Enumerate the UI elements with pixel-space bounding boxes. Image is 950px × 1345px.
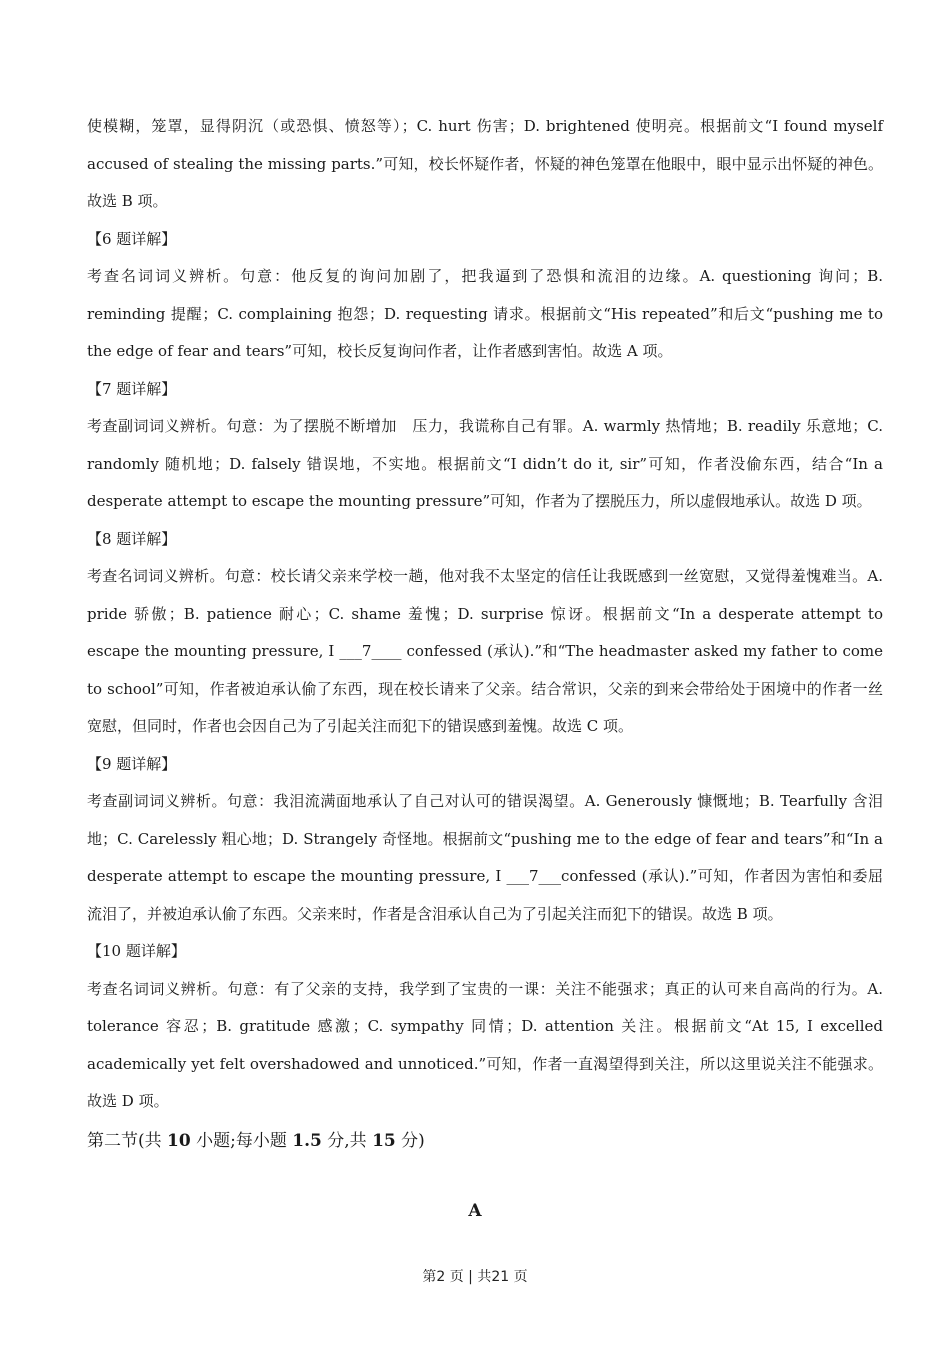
section-title-unit: 分,共 <box>321 1130 373 1151</box>
question-6-explanation: 考查名词词义辨析。句意：他反复的询问加剧了，把我逼到了恐惧和流泪的边缘。A. questioning 询问；B. reminding 提醒；C. complaining 抱怨；D. requesting 请求。根据前文“His repeated”和后文“pushing me to the edge of fear and tears”可知，校长反复询问作者，让作者感到害怕。故选 A 项。 <box>87 267 883 360</box>
section-title <box>87 1122 883 1160</box>
question-10-heading: 【10 题详解】 <box>87 942 186 960</box>
question-9-heading: 【9 题详解】 <box>87 754 177 773</box>
question-9-explanation: 考查副词词义辨析。句意：我泪流满面地承认了自己对认可的错误渴望。A. Generously 慷慨地；B. Tearfully 含泪地；C. Carelessly 粗心地；D. Strangely 奇怪地。根据前文“pushing me to the edge of fear and tears”和“In a desperate attempt to escape the mounting pressure, I ___7___confessed (承认).”可知，作者因为害怕和委屈流泪了，并被迫承认偷了东西。父亲来时，作者是含泪承认自己为了引起关注而犯下的错误。故选 B 项。 <box>87 792 883 923</box>
question-10-explanation: 考查名词词义辨析。句意：有了父亲的支持，我学到了宝贵的一课：关注不能强求；真正的认可来自高尚的行为。A. tolerance 容忍；B. gratitude 感激；C. sympathy 同情；D. attention 关注。根据前文“At 15, I excelled academically yet felt overshadowed and unnoticed.”可知，作者一直渴望得到关注，所以这里说关注不能强求。故选 D 项。 <box>87 979 883 1110</box>
section-title-total: 15 <box>372 1130 396 1151</box>
question-8-explanation: 考查名词词义辨析。句意：校长请父亲来学校一趟，他对我不太坚定的信任让我既感到一丝宽慰，又觉得羞愧难当。A. pride 骄傲；B. patience 耐心；C. shame 羞愧；D. surprise 惊讶。根据前文“In a desperate attempt to escape the mounting pressure, I ___7____ confessed (承认).”和“The headmaster asked my father to come to school”可知，作者被迫承认偷了东西，现在校长请来了父亲。结合常识，父亲的到来会带给处于困境中的作者一丝宽慰，但同时，作者也会因自己为了引起关注而犯下的错误感到羞愧。故选 C 项。 <box>87 567 883 735</box>
section-title-suffix: 分) <box>395 1130 425 1151</box>
passage-label: A <box>468 1201 482 1221</box>
document-body <box>87 108 883 1160</box>
question-8-heading: 【8 题详解】 <box>87 529 177 548</box>
question-6-heading: 【6 题详解】 <box>87 229 177 248</box>
section-title-count: 10 <box>167 1130 191 1151</box>
section-title-prefix: 第二节(共 <box>87 1130 168 1151</box>
question-7-explanation: 考查副词词义辨析。句意：为了摆脱不断增加 压力，我谎称自己有罪。A. warmly 热情地；B. readily 乐意地；C. randomly 随机地；D. falsely 错误地，不实地。根据前文“I didn’t do it, sir”可知，作者没偷东西，结合“In a desperate attempt to escape the mounting pressure”可知，作者为了摆脱压力，所以虚假地承认。故选 D 项。 <box>87 417 883 510</box>
question-7-heading: 【7 题详解】 <box>87 379 177 398</box>
page-footer: 第2 页 | 共21 页 <box>422 1269 528 1285</box>
section-title-score: 1.5 <box>292 1130 322 1151</box>
section-title-middle: 小题;每小题 <box>190 1130 293 1151</box>
explanation-paragraph: 使模糊，笼罩，显得阴沉（或恐惧、愤怒等）；C. hurt 伤害；D. brightened 使明亮。根据前文“I found myself accused of stealing the missing parts.”可知，校长怀疑作者，怀疑的神色笼罩在他眼中，眼中显示出怀疑的神色。故选 B 项。 <box>87 117 883 210</box>
